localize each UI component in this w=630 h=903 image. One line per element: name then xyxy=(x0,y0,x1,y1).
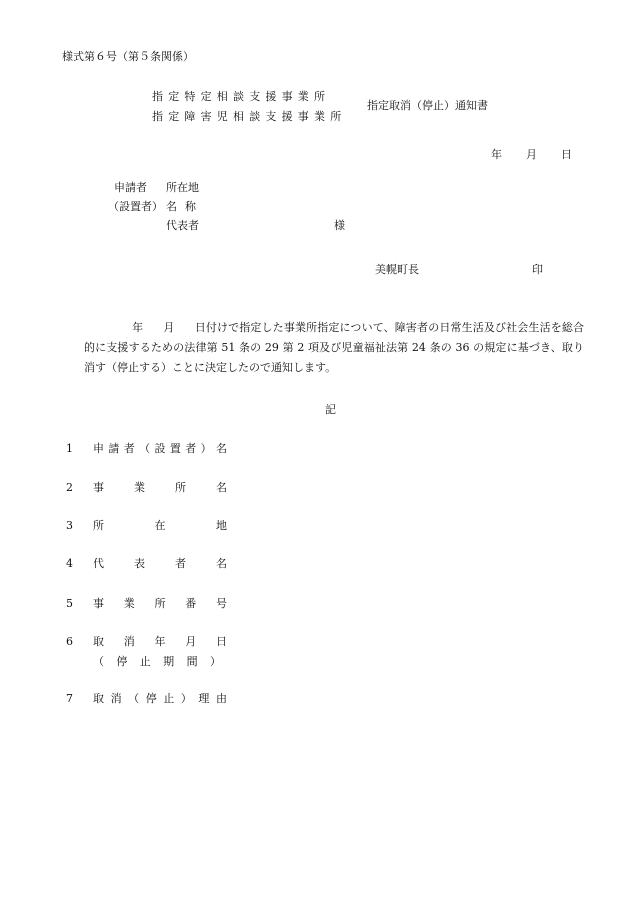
issuer-name: 美幌町長 xyxy=(375,263,419,276)
date-day: 日 xyxy=(561,148,572,161)
item-label: 事 業 所 番 号 xyxy=(93,597,227,610)
item-number: 1 xyxy=(66,442,73,455)
name-field-label: 名称 xyxy=(166,200,204,213)
date-month: 月 xyxy=(526,148,537,161)
installer-label: （設置者） xyxy=(108,200,163,213)
item-number: 2 xyxy=(66,481,73,494)
item-number: 7 xyxy=(66,692,73,705)
applicant-label: 申請者 xyxy=(114,181,147,194)
title-line-2: 指定障害児相談支援事業所 xyxy=(152,110,347,123)
body-year: 年 xyxy=(132,321,144,334)
form-number: 様式第６号（第５条関係） xyxy=(62,50,194,63)
date-line xyxy=(491,149,572,160)
address-field-label: 所在地 xyxy=(166,181,199,194)
item-label: 申 請 者 （ 設 置 者 ） 名 xyxy=(93,442,227,455)
body-text: 日付けで指定した事業所指定について、障害者の日常生活及び社会生活を総合的に支援するための法律第 51 条の 29 第 2 項及び児童福祉法第 24 条の 36 の規定に基づき、取り消す（停止する）ことに決定したので通知します。 xyxy=(84,321,584,374)
item-number: 5 xyxy=(66,597,73,610)
item-label: 取 消 （ 停 止 ） 理 由 xyxy=(93,692,227,705)
item-label: 取 消 年 月 日 xyxy=(93,635,227,648)
title-suffix: 指定取消（停止）通知書 xyxy=(367,99,488,112)
body-paragraph xyxy=(84,318,584,378)
ki-heading: 記 xyxy=(325,403,336,416)
body-month: 月 xyxy=(163,321,175,334)
representative-field-label: 代表者 xyxy=(166,219,199,232)
item-label: 代 表 者 名 xyxy=(93,557,227,570)
item-number: 3 xyxy=(66,519,73,532)
item-label: 事 業 所 名 xyxy=(93,481,227,494)
title-line-1: 指定特定相談支援事業所 xyxy=(152,90,331,103)
date-year: 年 xyxy=(491,148,502,161)
seal-mark: 印 xyxy=(532,263,543,276)
item-number: 4 xyxy=(66,557,73,570)
item-label: 所 在 地 xyxy=(93,519,227,532)
honorific: 様 xyxy=(334,219,345,232)
item-number: 6 xyxy=(66,635,73,648)
item-sublabel: （ 停 止 期 間 ） xyxy=(93,655,221,668)
